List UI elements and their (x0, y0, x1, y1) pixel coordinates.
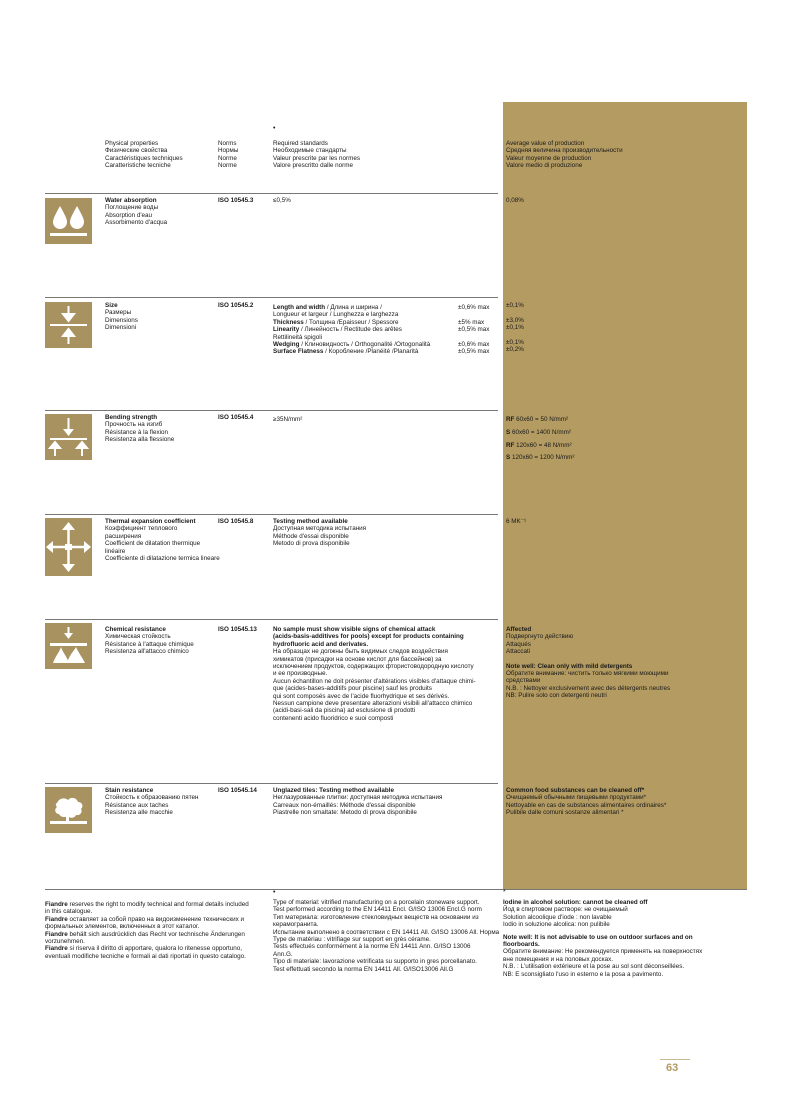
header-average-value (506, 140, 623, 170)
text-line: Valeur moyenne de production (506, 154, 592, 162)
footer-divider (45, 889, 747, 890)
stain-resistance-value: Common food substances can be cleaned off* Очищаемый обычными пищевыми продуктами* Nettoyable en cas de substances alimentaires ordinaires* Pulibile dalle comuni sostanze alimentari * (506, 787, 667, 817)
water-drops-icon (45, 198, 92, 244)
water-absorption-value: 0,08% (506, 197, 524, 204)
text-line: Norme (218, 162, 237, 170)
disclaimer-line (45, 953, 249, 960)
header-bullet: • (273, 125, 276, 132)
footer-material-note: Type of material: vitrified manufacturing on a porcelain stoneware support. Test performed according to the EN 14411 Encl. G/ISO 13006 Encl.G norm Тип материала: изготовление стекловидных веществ на основании из керамогранита. Испытание выполнено в соответствии с EN 14411 All. G/ISO 13006 All. Норма Type de matériau : vitrifiage sur support en grès cérame. Tests effectués conformément à la norme EN 14411 Ann. G/ISO 13006 Ann.G. Tipo di materiale: lavorazione vetrificata su supporto in gres porcellanato. Test effettuati secondo la norma EN 14411 All. G/ISO13006 All.G (273, 899, 500, 973)
size-standards (273, 304, 503, 356)
brand-name: Fiandre (45, 945, 68, 953)
text-line: Required standards (273, 140, 328, 147)
bending-value-type: RF (506, 441, 515, 449)
size-standard-line (273, 348, 503, 355)
header-norms (218, 140, 238, 170)
disclaimer-line (45, 945, 249, 952)
text-line: Caractéristiques techniques (105, 154, 183, 162)
stain-icon (45, 787, 92, 833)
disclaimer-text: vorzunehmen. (45, 938, 85, 946)
thermal-expansion-value: 6 MK⁻¹ (506, 518, 527, 525)
bending-value-text: 60x60 = 50 N/mm² (514, 416, 569, 423)
bending-value (506, 454, 574, 461)
footer-stain-note: Iodine in alcohol solution: cannot be cleaned off Йод в спиртовом растворе: не очищаемый Solution alcoolique d'iode : non lavable Iodio in soluzione alcolica: non pulibile Note well: It is not advisable to use on outdoor surfaces and on floorboards. Обратите внимание: Не рекомендуется применять на поверхностях вне помещения и на половых досках. N.B. : L'utilisation extérieure et la pose au sol sont déconseillées. NB: E sconsigliato l'uso in esterno e la posa a pavimento. (503, 899, 703, 978)
disclaimer-text: si riserva il diritto di apportare, qualora lo ritenesse opportuno, (67, 945, 243, 953)
brand-name: Fiandre (45, 930, 68, 938)
size-tolerance: ±0,5% max (458, 326, 490, 334)
water-absorption-standard: ≤0,5% (273, 197, 291, 204)
bending-value-text: 120x60 = 48 N/mm² (514, 441, 572, 449)
row-divider (45, 193, 498, 194)
disclaimer-line (45, 908, 249, 915)
text-line: Физические свойства (105, 147, 168, 155)
water-absorption-norm: ISO 10545.3 (218, 197, 254, 204)
page-number-rule (660, 1059, 690, 1060)
text-line: Norms (218, 140, 237, 147)
thermal-expansion-norm: ISO 10545.8 (218, 518, 254, 525)
text-line: Valore prescritto dalle norme (273, 162, 354, 170)
text-line: Нормы (218, 147, 239, 155)
footer-bullet: • (273, 889, 276, 896)
chemical-resistance-norm: ISO 10545.13 (218, 626, 257, 633)
disclaimer-text: eventuali modifiche tecniche e formali ai dati riportati in questo catalogo. (45, 952, 246, 960)
text-line: Average value of production (506, 140, 585, 147)
disclaimer-line (45, 916, 249, 923)
size-standard-bold: Wedging (273, 340, 300, 348)
size-value: ±3,0% (506, 316, 524, 324)
thermal-expansion-label: Thermal expansion coefficient Коэффициент теплового расширения Coefficient de dilatation thermique linéaire Coefficiente di dilatazione termica lineare (105, 518, 220, 563)
bending-value-type: S (506, 428, 511, 436)
text-line: Valore medio di produzione (506, 162, 583, 170)
header-physical-properties (105, 140, 183, 170)
size-tolerance: ±5% max (458, 318, 485, 326)
average-value-column (503, 102, 747, 889)
size-value: ±0,1% (506, 302, 524, 309)
text-line: Средняя величина производительности (506, 147, 623, 155)
header-required-standards (273, 140, 360, 170)
footer-disclaimer (45, 901, 249, 960)
size-tolerance: ±0,5% max (458, 348, 490, 356)
size-standard-line (273, 326, 503, 333)
row-divider (45, 514, 498, 515)
disclaimer-line (45, 931, 249, 938)
size-standard-line (273, 334, 503, 341)
size-standard-line (273, 304, 503, 311)
text-line: Caratteristiche tecniche (105, 162, 171, 170)
text-line: Norme (218, 154, 237, 162)
brand-name: Fiandre (45, 901, 68, 908)
size-standard-text: Rettilineità spigoli (273, 333, 323, 341)
size-standard-bold: Surface Flatness (273, 348, 324, 356)
bending-arrows-icon (45, 414, 92, 460)
water-absorption-label: Water absorption Поглощение воды Absorption d'eau Assorbimento d'acqua (105, 197, 168, 227)
size-tolerance: ±0,6% max (458, 340, 490, 348)
chemical-resistance-standard: No sample must show visible signs of chemical attack (acids-basis-additives for pools) except for products containing hydrofluoric acid and derivates. На образцах не должны быть видимых следов воздействия химикатов (присадки на основе кислот для бассейнов) за исключением продуктов, содержащих фтористоводородную кислоту и ее производные. Aucun échantillon ne doit présenter d'altérations visibles d'attaque chimi- que (acides-bases-additifs pour piscine) sauf les produits qui sont composés avec de l'acide fluorhydrique et ses dérivés. Nessun campione deve presentare alterazioni visibili all'attacco chimico (acidi-basi-sali da piscina) ad esclusione di prodotti contenenti acido fluoridrico e suoi composti (273, 626, 476, 722)
size-standard-text: / Линейность / Rectitude des arêtes (299, 326, 402, 334)
size-standard-text: Longueur et largeur / Lunghezza e larghezza (273, 311, 399, 319)
size-norm: ISO 10545.2 (218, 302, 254, 309)
size-standard-text: / Толщина /Epaisseur / Spessore (303, 318, 399, 326)
bending-value (506, 429, 574, 436)
row-divider (45, 619, 498, 620)
text-line: Valeur prescrite par les normes (273, 154, 361, 162)
disclaimer-text: формальных элементов, включенных в этот каталог. (45, 923, 200, 931)
size-value: ±0,1% (506, 324, 524, 332)
disclaimer-line (45, 901, 249, 908)
bending-strength-values (506, 416, 574, 467)
size-standard-text: / Длина и ширина / (325, 304, 382, 311)
thermal-expansion-standard: Testing method available Доступная методика испытания Méthode d'essai disponible Metodo di prova disponibile (273, 518, 367, 548)
size-tolerance: ±0,6% max (458, 304, 490, 311)
disclaimer-line (45, 938, 249, 945)
stain-resistance-standard: Unglazed tiles: Testing method available Неглазурованные плитки: доступная методика испытания Carreaux non-émaillés: Méthode d'essai disponible Piastrelle non smaltate: Metodo di prova disponibile (273, 787, 443, 817)
brand-name: Fiandre (45, 915, 68, 923)
size-value: ±0,1% (506, 338, 524, 346)
size-standard-line (273, 311, 503, 318)
chemical-resistance-value: Affected Подвергнуто действию Attaqués Attaccati Note well: Clean only with mild detergents Обратите внимание: чистить только мягкими моющими средствами N.B. : Nettoyer exclusivement avec des détergents neutres NB: Pulire solo con detergenti neutri (506, 626, 671, 700)
bending-value-text: 120x60 = 1200 N/mm² (510, 454, 575, 462)
size-standard-bold: Thickness (273, 318, 304, 326)
stain-resistance-norm: ISO 10545.14 (218, 787, 257, 794)
chemical-icon (45, 623, 92, 669)
size-standard-bold: Linearity (273, 326, 300, 334)
bending-value-type: S (506, 454, 511, 462)
row-divider (45, 410, 498, 411)
bending-value-text: 60x60 = 1400 N/mm² (510, 428, 571, 436)
expansion-arrows-icon (45, 518, 92, 576)
disclaimer-text: behält sich ausdrücklich das Recht vor technische Änderungen (67, 930, 245, 938)
disclaimer-text: in this catalogue. (45, 908, 93, 916)
row-divider (45, 783, 498, 784)
size-values (506, 302, 736, 354)
size-standard-bold: Length and width (273, 304, 326, 311)
size-value: ±0,2% (506, 346, 524, 354)
bending-strength-norm: ISO 10545.4 (218, 414, 254, 421)
size-label: Size Размеры Dimensions Dimensioni (105, 302, 138, 332)
footer-asterisk: * (503, 889, 506, 896)
size-arrows-icon (45, 302, 92, 348)
bending-value (506, 416, 574, 423)
size-standard-text: / Клиновидность / Orthogonalité /Ortogonalità (299, 340, 431, 348)
bending-value (506, 442, 574, 449)
bending-strength-standard: ≥35N/mm² (273, 416, 303, 423)
page-number: 63 (666, 1062, 679, 1074)
text-line: Необходимые стандарты (273, 147, 347, 155)
text-line: Physical properties (105, 140, 159, 147)
stain-resistance-label: Stain resistance Стойкость к образованию пятен Résistance aux taches Resistenza alle macchie (105, 787, 199, 817)
disclaimer-line (45, 923, 249, 930)
row-divider (45, 297, 498, 298)
size-standard-text: / Коробление /Planéité /Planarità (323, 348, 419, 356)
disclaimer-text: reserves the right to modify technical and formal details included (67, 901, 249, 908)
bending-strength-label: Bending strength Прочность на изгиб Résistance à la flexion Resistenza alla flessione (105, 414, 175, 444)
disclaimer-text: оставляет за собой право на видоизменение технических и (67, 915, 245, 923)
chemical-resistance-label: Chemical resistance Химическая стойкость Résistance à l'attaque chimique Resistenza all'attacco chimico (105, 626, 194, 656)
bending-value-type: RF (506, 416, 515, 423)
